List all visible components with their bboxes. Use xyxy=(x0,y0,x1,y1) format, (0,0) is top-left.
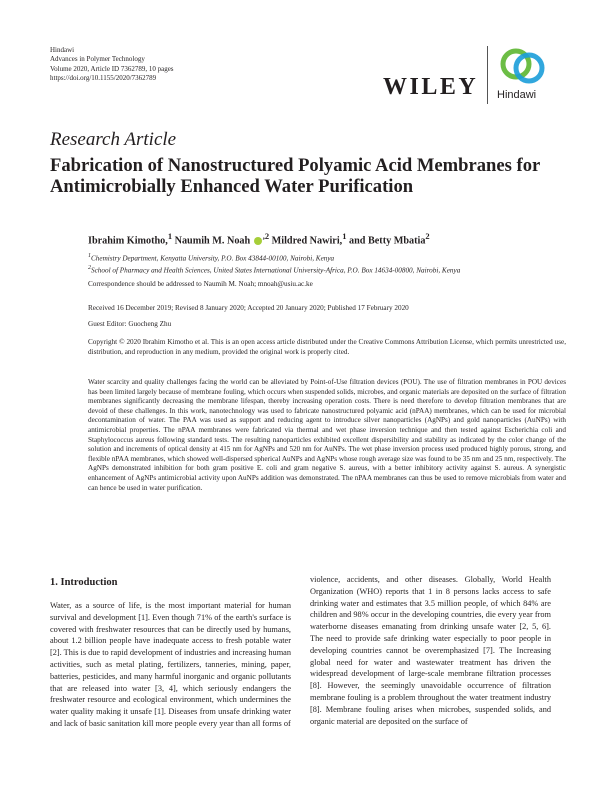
author-3-sup: 1 xyxy=(342,231,347,241)
journal-name: Advances in Polymer Technology xyxy=(50,55,145,64)
author-1: Ibrahim Kimotho, xyxy=(88,235,168,247)
affiliation-2-sup: 2 xyxy=(88,264,91,271)
author-4-sup: 2 xyxy=(425,231,430,241)
affiliation-1 xyxy=(88,252,568,264)
section-heading-introduction: 1. Introduction xyxy=(50,577,118,588)
author-2-sup: ,2 xyxy=(262,231,270,241)
doi-link[interactable]: https://doi.org/10.1155/2020/7362789 xyxy=(50,74,157,83)
guest-editor: Guest Editor: Guocheng Zhu xyxy=(88,320,172,328)
hindawi-logo-icon xyxy=(498,44,548,90)
abstract: Water scarcity and quality challenges facing the world can be alleviated by Point-of-Use filtration devices (POU). The use of filtration membranes in POU devices has been limited largely because of membrane fouling, which occurs when suspended solids, microbes, and organic materials are deposited on the surface of filtration membranes significantly decreasing the membrane lifespan, thereby increasing operation costs. There is need therefore to develop filtration membranes that are devoid of these challenges. In this work, nanotechnology was used to fabricate nanostructured polyamic acid (nPAA) membranes, which can be used for microbial decontamination of water. The PAA was used as support and reducing agent to introduce silver nanoparticles (AgNPs) and gold nanoparticles (AuNPs) with antimicrobial properties. The nPAA membranes were fabricated via thermal and wet phase inversion technique and then tested against Escherichia coli and Staphylococcus aureus following standard tests. The resulting nanoparticles exhibited excellent dispersibility and stability as indicated by the color change of the solution and increments of optical density at 415 nm for AgNPs and 520 nm for AuNPs. The wet phase inversion process used produced highly porous, strong, and flexible nPAA membranes, which showed well-dispersed spherical AuNPs and AgNPs whose rough average size was found to be 35 nm and 25 nm, respectively. The AgNPs demonstrated inhibition for both gram positive E. coli and gram negative S. aureus, with a better inhibitory activity against S. aureus. A synergistic enhancement of AgNPs antimicrobial activity upon AuNPs addition was demonstrated. The nPAA membranes can thus be used to remove microbials from water and can hence be used in water purification. xyxy=(88,378,566,492)
copyright-notice: Copyright © 2020 Ibrahim Kimotho et al. This is an open access article distributed under the Creative Commons Attribution License, which permits unrestricted use, distribution, and reproduction in any medium, provided the original work is properly cited. xyxy=(88,338,566,356)
volume-line: Volume 2020, Article ID 7362789, 10 pages xyxy=(50,64,174,73)
hindawi-wordmark: Hindawi xyxy=(497,89,537,101)
logo-divider xyxy=(487,46,488,104)
affiliation-2-text: School of Pharmacy and Health Sciences, United States International University-Africa, P.O. Box 14634-00800, Nairobi, Kenya xyxy=(91,266,461,275)
author-3: Mildred Nawiri, xyxy=(271,235,343,247)
wiley-logo: WILEY xyxy=(383,74,479,100)
affiliation-1-sup: 1 xyxy=(88,253,91,259)
author-1-sup: 1 xyxy=(167,231,173,241)
article-type: Research Article xyxy=(50,129,177,150)
affiliations xyxy=(88,252,568,276)
author-4: and Betty Mbatia xyxy=(349,235,426,247)
orcid-icon[interactable] xyxy=(254,237,262,245)
body-column-left: Water, as a source of life, is the most important material for human survival and development [1]. Even though 71% of the earth's surface is covered with freshwater resources that can be directly used by humans, about 1.2 billion people have inadequate access to fresh potable water [2]. This is due to rapid development of industries and increasing human activities, such as metal plating, fertilizers, tanneries, mining, paper, batteries, pesticides, and many harmful inorganic and organic pollutants that are released into water [3, 4], which seriously endangers the freshwater resource and ecological environment, which undermines the water quality making it unsafe [1]. Diseases from unsafe drinking water and lack of basic sanitation kill more people every year than all forms of xyxy=(50,601,291,728)
affiliation-1-text: Chemistry Department, Kenyatta University, P.O. Box 43844-00100, Nairobi, Kenya xyxy=(91,254,335,263)
publisher-name: Hindawi xyxy=(50,46,75,54)
correspondence: Correspondence should be addressed to Naumih M. Noah; mnoah@usiu.ac.ke xyxy=(88,280,313,288)
publication-dates: Received 16 December 2019; Revised 8 January 2020; Accepted 20 January 2020; Published 17 February 2020 xyxy=(88,304,409,312)
journal-info xyxy=(50,46,174,84)
affiliation-2 xyxy=(88,264,568,276)
author-2: Naumih M. Noah xyxy=(174,235,251,247)
body-column-right: violence, accidents, and other diseases. Globally, World Health Organization (WHO) reports that 1 in 8 persons lacks access to safe drinking water and estimates that 3.5 million people, of which 84% are children and 98% occur in the developing countries, die every year from waterborne diseases emanating from drinking unsafe water [2, 5, 6]. The need to provide safe drinking water especially to poor people in developing countries cannot be overemphasized [7]. The Increasing global need for water and wastewater treatment has driven the widespread development of large-scale membrane filtration processes [8]. However, the seemingly unavoidable occurrence of filtration membrane fouling is a problem throughout the water treatment industry [8]. Membrane fouling arises when microbes, suspended solids, and organic material are deposited on the surface of xyxy=(310,575,551,726)
author-list xyxy=(88,231,430,246)
paper-title: Fabrication of Nanostructured Polyamic Acid Membranes for Antimicrobially Enhanced Water Purification xyxy=(50,155,540,197)
